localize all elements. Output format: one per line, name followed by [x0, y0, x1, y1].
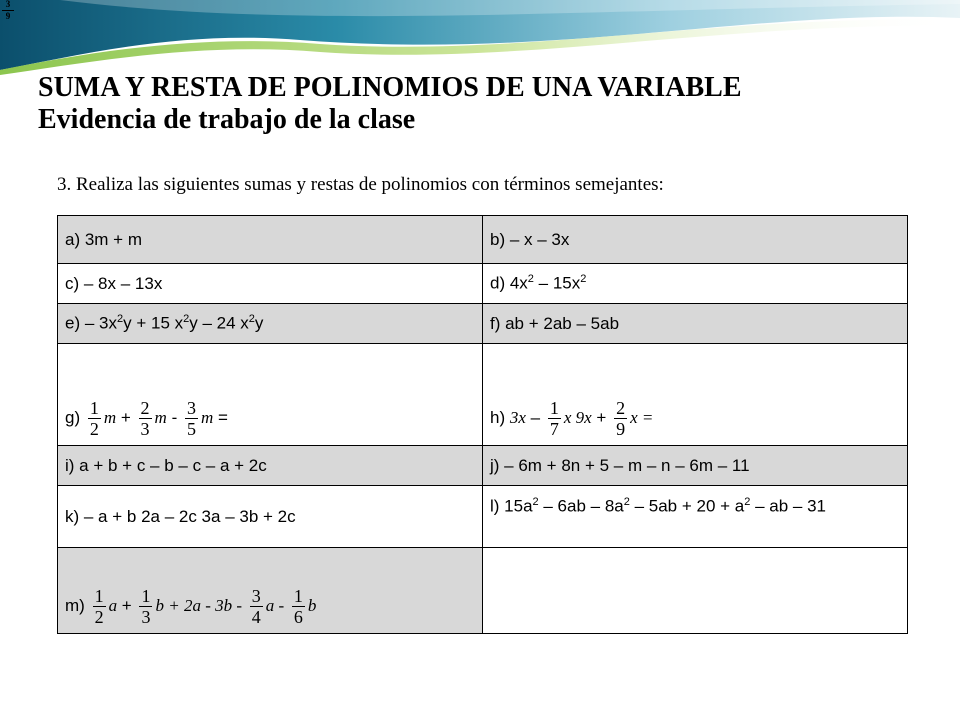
fraction: $\frac{2}{3}$	[140, 398, 150, 439]
exercise-l: l) $15a^2 - 6ab - 8a^2 - 5ab + 20 + a^2$ – ab – 31	[483, 486, 908, 548]
exercise-b: b) – x – 3x	[483, 216, 908, 264]
exercise-e: $e) - 3x^2y + 15$ $x^2y - 24$ $x^2y$	[58, 304, 483, 344]
fraction: $\frac{1}{2}$	[89, 398, 99, 439]
exercise-k: k) – a + b 2a – 2c 3a – 3b + 2c	[58, 486, 483, 548]
table-row	[58, 486, 908, 548]
exercise-d: d) $4x^2 - 15x^2$	[483, 264, 908, 304]
table-row	[58, 344, 908, 446]
fraction: $\frac{1}{2}$	[94, 586, 104, 627]
slide-number-top: 3	[5, 0, 11, 9]
exercise-m: m) $\frac{1}{2}$ a + $\frac{1}{3}$ b + 2a - 3b - $\frac{3}{4}$ a - $\frac{1}{6}$ b	[58, 548, 483, 634]
exercise-table	[57, 215, 908, 634]
page-title	[38, 72, 742, 136]
fraction: $\frac{3}{4}$	[251, 586, 261, 627]
fraction: $\frac{3}{5}$	[186, 398, 196, 439]
fraction: $\frac{1}{6}$	[293, 586, 303, 627]
exercise-f: f) ab + 2ab – 5ab	[483, 304, 908, 344]
title-line-2: Evidencia de trabajo de la clase	[38, 104, 416, 135]
instruction-text: 3. Realiza las siguientes sumas y restas de polinomios con términos semejantes:	[57, 174, 664, 195]
fraction: $\frac{2}{9}$	[616, 398, 626, 439]
header-banner	[0, 0, 960, 75]
exercise-c: c) – 8x – 13x	[58, 264, 483, 304]
table-row	[58, 446, 908, 486]
exercise-h: h) 3x – $\frac{1}{7}$ x 9x + $\frac{2}{9}$ x =	[483, 344, 908, 446]
slide-number-bottom: 9	[5, 11, 11, 21]
exercise-g: g) $\frac{1}{2}$ m + $\frac{2}{3}$ m - $\frac{3}{5}$ m =	[58, 344, 483, 446]
table-row	[58, 304, 908, 344]
table-row	[58, 548, 908, 634]
title-line-1: SUMA Y RESTA DE POLINOMIOS DE UNA VARIABLE	[38, 72, 742, 103]
slide-number	[2, 0, 14, 21]
exercise-i: i) a + b + c – b – c – a + 2c	[58, 446, 483, 486]
exercise-j: j) – 6m + 8n + 5 – m – n – 6m – 11	[483, 446, 908, 486]
empty-cell	[483, 548, 908, 634]
fraction: $\frac{1}{3}$	[141, 586, 151, 627]
table-row	[58, 264, 908, 304]
table-row	[58, 216, 908, 264]
exercise-a: a) 3m + m	[58, 216, 483, 264]
fraction: $\frac{1}{7}$	[549, 398, 559, 439]
